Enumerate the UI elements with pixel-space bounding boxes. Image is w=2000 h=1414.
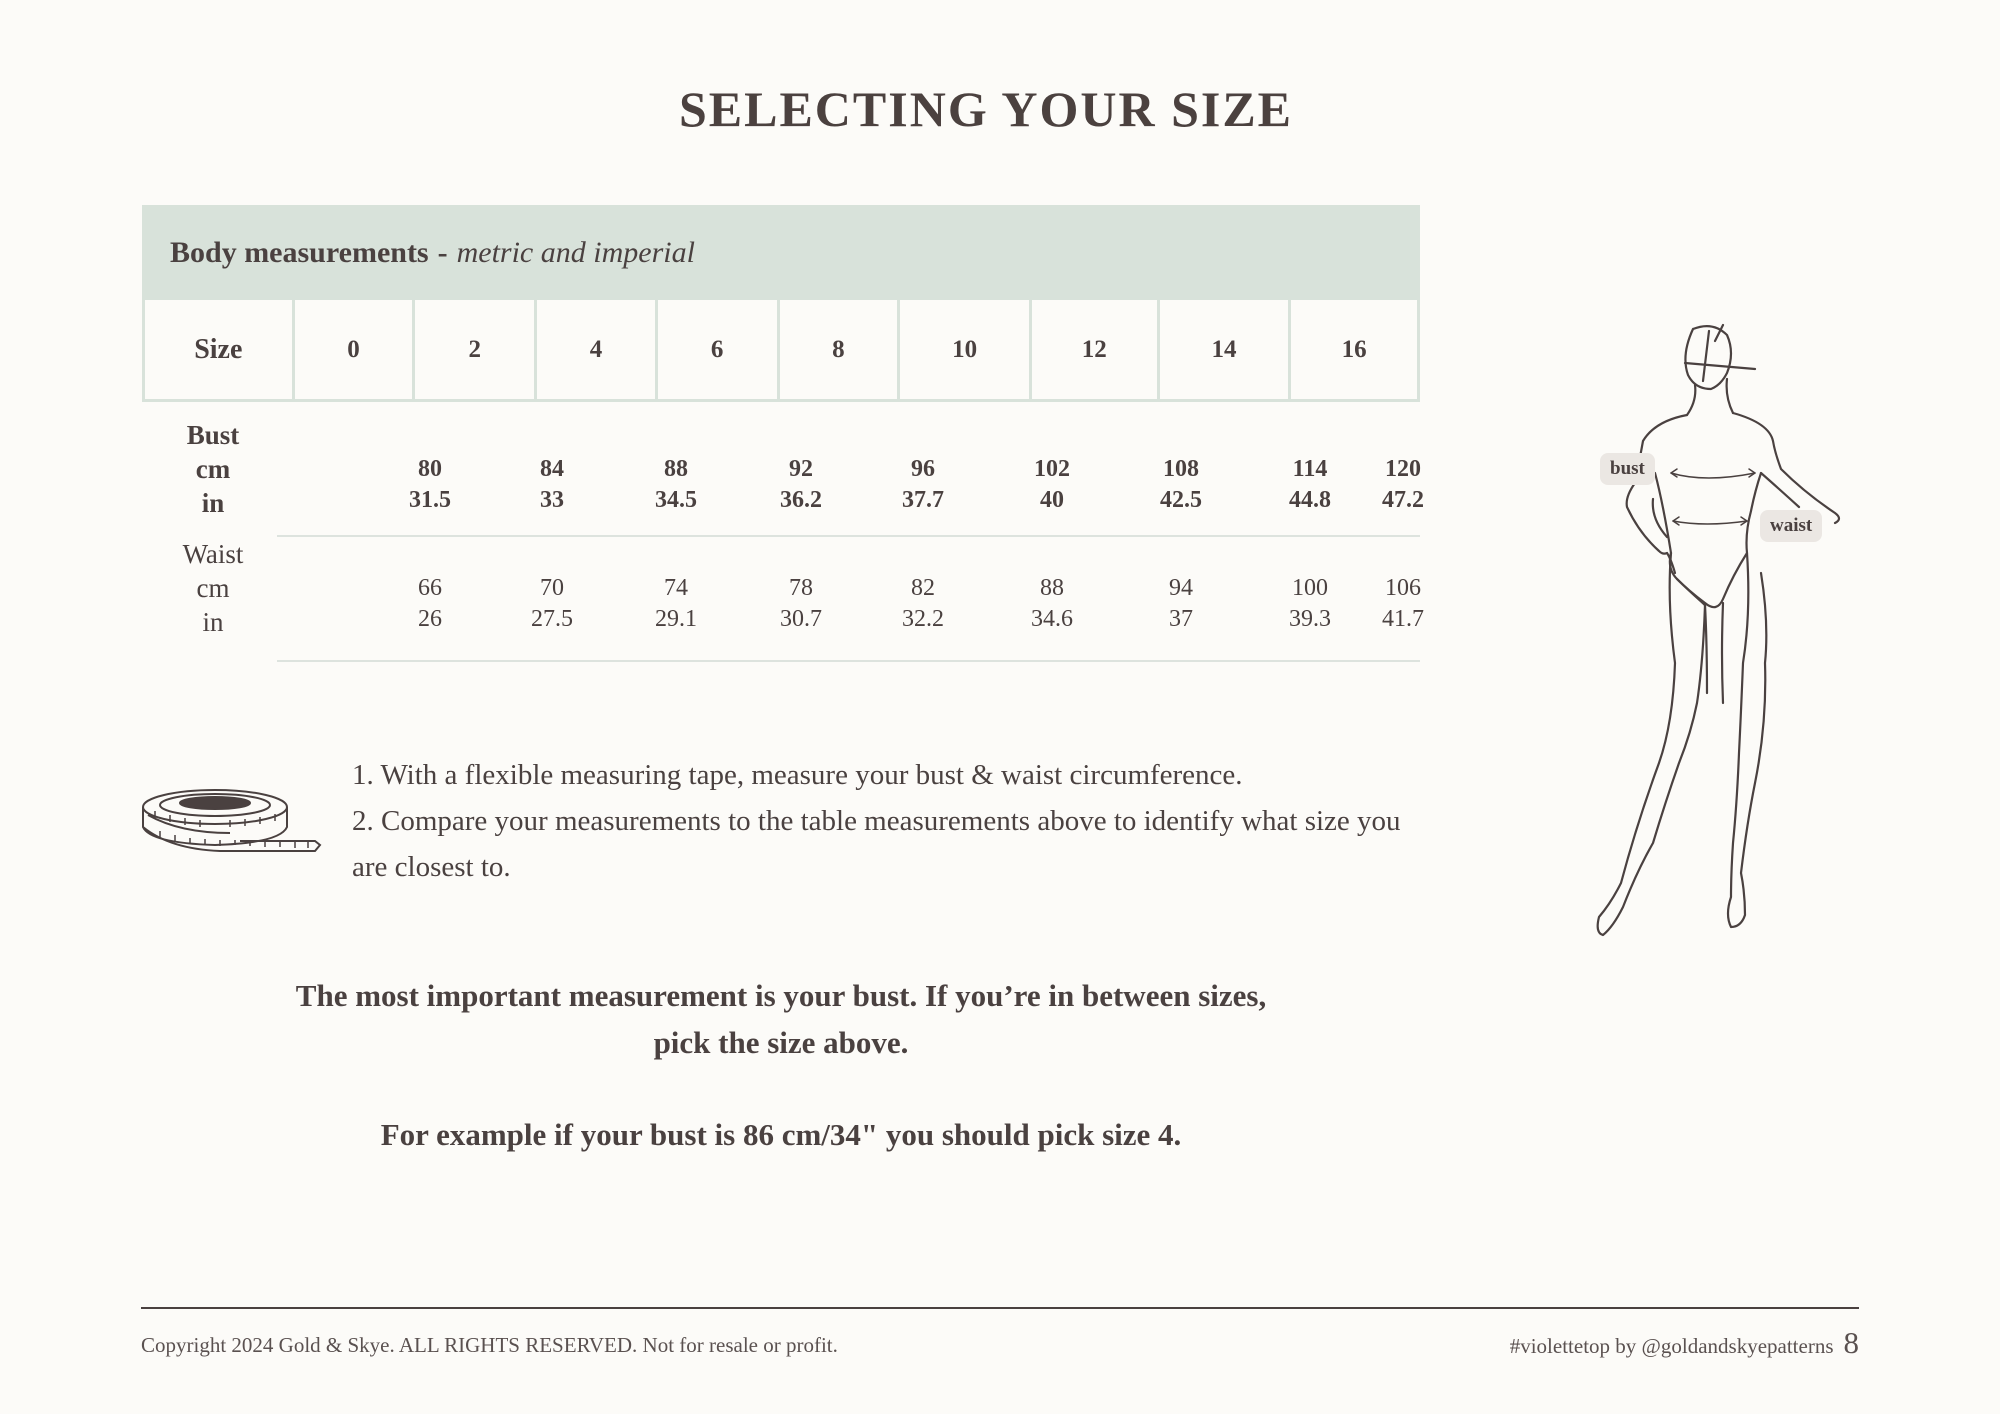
row-divider — [277, 660, 1420, 662]
size-row — [142, 300, 1420, 402]
size-cell: 2 — [415, 300, 537, 399]
waist-cell — [1131, 573, 1231, 635]
waist-cm-value: 78 — [789, 575, 813, 601]
bust-cm-value: 84 — [540, 456, 564, 482]
bust-cell — [1353, 454, 1453, 516]
waist-in-value: 32.2 — [902, 606, 944, 632]
waist-in-value: 29.1 — [655, 606, 697, 632]
bust-cm-value: 88 — [664, 456, 688, 482]
size-label: Size — [145, 300, 295, 399]
waist-cell — [1260, 573, 1360, 635]
footer-copyright: Copyright 2024 Gold & Skye. ALL RIGHTS RESERVED. Not for resale or profit. — [141, 1333, 838, 1357]
waist-cell — [873, 573, 973, 635]
waist-label-text: Waist — [182, 539, 244, 569]
waist-in-value: 41.7 — [1382, 606, 1424, 632]
waist-in-value: 39.3 — [1289, 606, 1331, 632]
important-note — [142, 972, 1420, 1066]
bust-cm-label: cm — [195, 454, 231, 484]
footer-right — [1510, 1325, 1859, 1361]
bust-cm-value: 92 — [789, 456, 813, 482]
size-cell: 10 — [900, 300, 1032, 399]
bust-cell — [873, 454, 973, 516]
body-figure-illustration — [1555, 323, 1855, 988]
bust-cell — [1131, 454, 1231, 516]
bust-cell — [380, 454, 480, 516]
waist-cm-label: cm — [196, 573, 230, 603]
table-header-title: Body measurements — [170, 235, 429, 269]
bust-cm-value: 80 — [418, 456, 442, 482]
waist-cm-value: 88 — [1040, 575, 1064, 601]
footer-divider — [141, 1307, 1859, 1309]
waist-cell — [502, 573, 602, 635]
size-cell: 14 — [1160, 300, 1292, 399]
instruction-step-1: 1. With a flexible measuring tape, measure your bust & waist circumference. — [352, 759, 1243, 791]
bust-cm-value: 108 — [1163, 456, 1199, 482]
waist-cell — [1002, 573, 1102, 635]
bust-in-value: 40 — [1040, 487, 1064, 513]
size-cell: 12 — [1032, 300, 1160, 399]
bust-in-value: 33 — [540, 487, 564, 513]
bust-cell — [751, 454, 851, 516]
waist-cm-value: 94 — [1169, 575, 1193, 601]
bust-cm-value: 102 — [1034, 456, 1070, 482]
example-note: For example if your bust is 86 cm/34" you should pick size 4. — [380, 1117, 1182, 1152]
bust-cm-value: 96 — [911, 456, 935, 482]
size-cell: 6 — [658, 300, 780, 399]
footer-hashtag: #violettetop by @goldandskyepatterns — [1509, 1334, 1834, 1358]
bust-in-value: 44.8 — [1289, 487, 1331, 513]
bust-in-value: 36.2 — [780, 487, 822, 513]
waist-cell — [1353, 573, 1453, 635]
bust-label-text: Bust — [186, 420, 240, 450]
bust-cell — [502, 454, 602, 516]
waist-in-value: 26 — [418, 606, 442, 632]
table-header-separator: - — [437, 235, 448, 269]
bust-in-value: 31.5 — [409, 487, 451, 513]
row-divider — [277, 535, 1420, 537]
bust-in-label: in — [201, 488, 225, 518]
size-cell: 8 — [780, 300, 901, 399]
waist-tag: waist — [1760, 510, 1822, 542]
bust-in-value: 42.5 — [1160, 487, 1202, 513]
size-cell: 16 — [1291, 300, 1420, 399]
bust-in-value: 37.7 — [902, 487, 944, 513]
waist-cm-value: 82 — [911, 575, 935, 601]
waist-in-label: in — [202, 607, 224, 637]
waist-in-value: 30.7 — [780, 606, 822, 632]
bust-cell — [1002, 454, 1102, 516]
waist-in-value: 27.5 — [531, 606, 573, 632]
waist-cm-value: 74 — [664, 575, 688, 601]
important-note-line-2: pick the size above. — [653, 1025, 909, 1060]
waist-in-value: 37 — [1169, 606, 1193, 632]
bust-cm-value: 120 — [1385, 456, 1421, 482]
instructions — [352, 752, 1432, 890]
table-header-subtitle: metric and imperial — [456, 235, 695, 269]
waist-cm-value: 66 — [418, 575, 442, 601]
waist-cell — [626, 573, 726, 635]
bust-cell — [1260, 454, 1360, 516]
bust-tag: bust — [1600, 453, 1655, 485]
bust-cell — [626, 454, 726, 516]
page-number: 8 — [1843, 1325, 1859, 1360]
instruction-step-2: 2. Compare your measurements to the table measurements above to identify what size you are closest to. — [352, 805, 1401, 883]
important-note-line-1: The most important measurement is your bust. If you’re in between sizes, — [295, 978, 1267, 1013]
size-cell: 0 — [295, 300, 416, 399]
bust-cm-value: 114 — [1292, 456, 1328, 482]
waist-cm-value: 100 — [1292, 575, 1328, 601]
bust-in-value: 34.5 — [655, 487, 697, 513]
waist-cell — [751, 573, 851, 635]
table-header — [142, 205, 1420, 300]
bust-in-value: 47.2 — [1382, 487, 1424, 513]
page-title: SELECTING YOUR SIZE — [678, 81, 1294, 137]
waist-cell — [380, 573, 480, 635]
waist-cm-value: 106 — [1385, 575, 1421, 601]
measuring-tape-icon — [140, 785, 325, 870]
size-cell: 4 — [537, 300, 658, 399]
waist-in-value: 34.6 — [1031, 606, 1073, 632]
waist-cm-value: 70 — [540, 575, 564, 601]
